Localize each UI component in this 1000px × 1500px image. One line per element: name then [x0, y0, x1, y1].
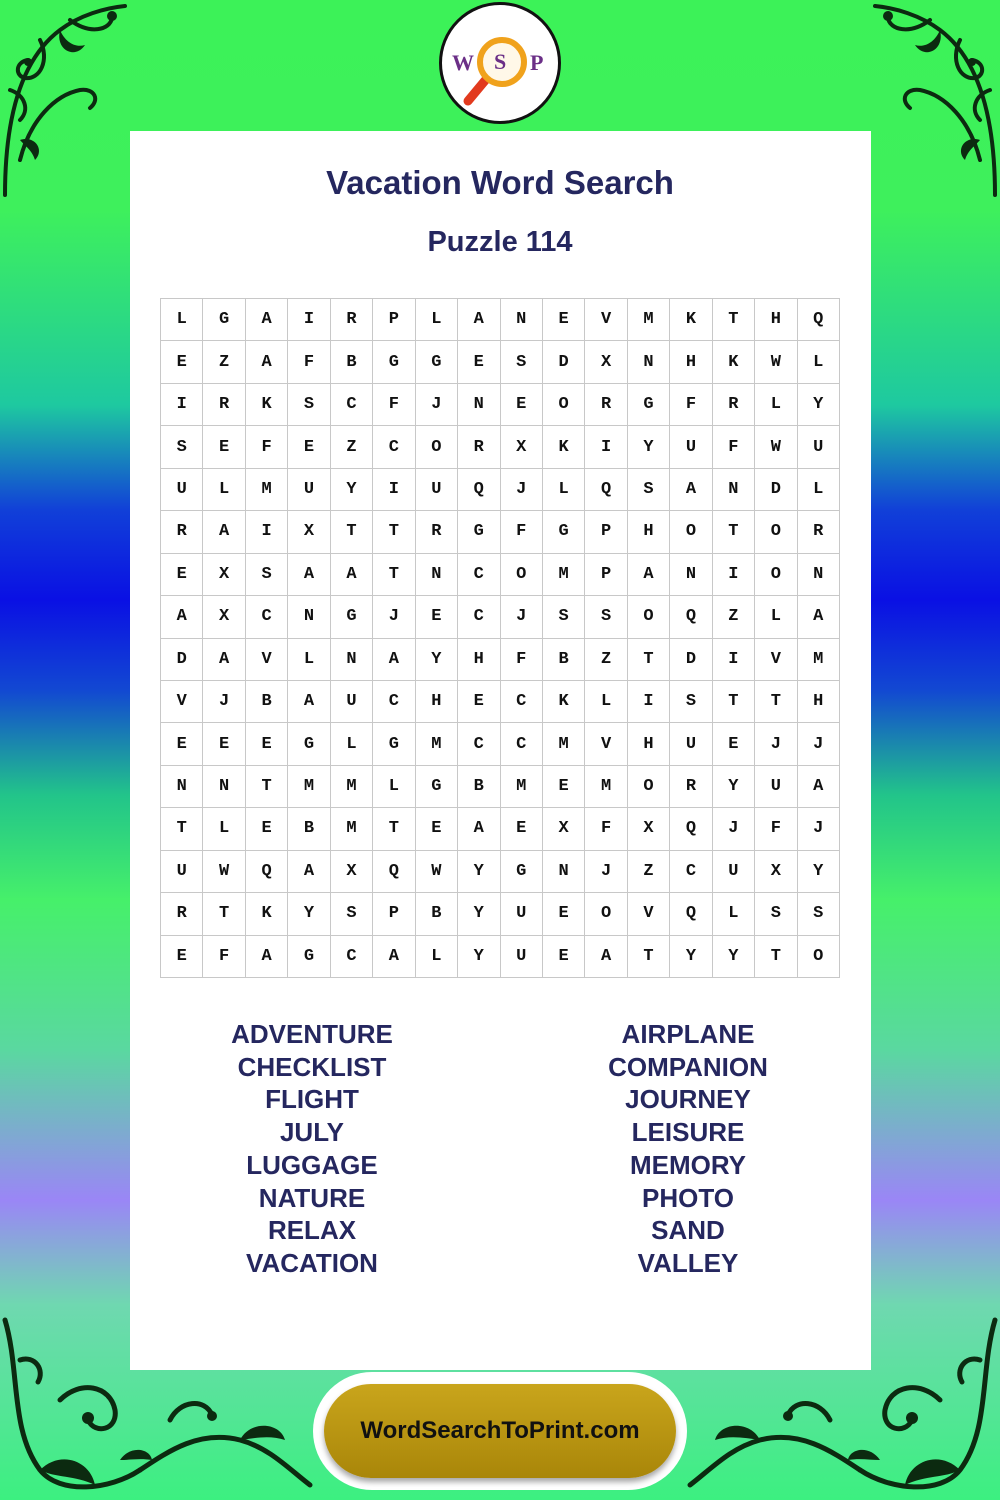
grid-cell[interactable]: P — [585, 511, 627, 553]
grid-cell[interactable]: P — [373, 299, 415, 341]
grid-cell[interactable]: M — [288, 766, 330, 808]
grid-cell[interactable]: E — [203, 723, 245, 765]
grid-cell[interactable]: J — [501, 469, 543, 511]
word-list-item: LUGGAGE — [246, 1149, 378, 1180]
grid-cell[interactable]: M — [543, 723, 585, 765]
grid-cell[interactable]: O — [628, 596, 670, 638]
grid-cell[interactable]: G — [203, 299, 245, 341]
grid-cell[interactable]: J — [501, 596, 543, 638]
grid-cell[interactable]: C — [246, 596, 288, 638]
grid-cell[interactable]: G — [501, 851, 543, 893]
grid-cell[interactable]: N — [331, 639, 373, 681]
grid-cell[interactable]: D — [543, 341, 585, 383]
grid-cell[interactable]: I — [628, 681, 670, 723]
grid-cell[interactable]: M — [331, 766, 373, 808]
grid-cell[interactable]: I — [713, 554, 755, 596]
grid-cell[interactable]: T — [755, 681, 797, 723]
grid-cell[interactable]: X — [755, 851, 797, 893]
grid-cell[interactable]: T — [628, 639, 670, 681]
grid-cell[interactable]: X — [501, 426, 543, 468]
word-list-item: MEMORY — [629, 1149, 747, 1180]
grid-cell[interactable]: S — [161, 426, 203, 468]
grid-cell[interactable]: O — [755, 554, 797, 596]
grid-cell[interactable]: Y — [798, 384, 840, 426]
grid-cell[interactable]: D — [755, 469, 797, 511]
grid-cell[interactable]: O — [585, 893, 627, 935]
logo — [439, 2, 561, 124]
grid-cell[interactable]: V — [161, 681, 203, 723]
word-list-item: JULY — [279, 1117, 345, 1148]
grid-cell[interactable]: L — [755, 384, 797, 426]
grid-cell[interactable]: X — [203, 596, 245, 638]
grid-cell[interactable]: E — [203, 426, 245, 468]
grid-cell[interactable]: S — [798, 893, 840, 935]
grid-cell[interactable]: C — [331, 384, 373, 426]
grid-cell[interactable]: Q — [670, 596, 712, 638]
grid-cell[interactable]: P — [373, 893, 415, 935]
grid-cell[interactable]: M — [331, 808, 373, 850]
grid-cell[interactable]: Z — [628, 851, 670, 893]
grid-cell[interactable]: A — [798, 766, 840, 808]
grid-cell[interactable]: S — [501, 341, 543, 383]
grid-cell[interactable]: Y — [288, 893, 330, 935]
grid-cell[interactable]: R — [713, 384, 755, 426]
grid-cell[interactable]: N — [203, 766, 245, 808]
grid-cell[interactable]: O — [501, 554, 543, 596]
grid-cell[interactable]: N — [713, 469, 755, 511]
grid-cell[interactable]: E — [288, 426, 330, 468]
grid-cell[interactable]: N — [543, 851, 585, 893]
grid-cell[interactable]: I — [161, 384, 203, 426]
grid-cell[interactable]: U — [670, 426, 712, 468]
grid-cell[interactable]: G — [416, 766, 458, 808]
grid-cell[interactable]: L — [288, 639, 330, 681]
grid-cell[interactable]: M — [246, 469, 288, 511]
grid-cell[interactable]: T — [755, 936, 797, 978]
grid-cell[interactable]: A — [288, 851, 330, 893]
grid-cell[interactable]: L — [543, 469, 585, 511]
grid-cell[interactable]: Z — [331, 426, 373, 468]
grid-cell[interactable]: A — [458, 299, 500, 341]
grid-cell[interactable]: T — [713, 681, 755, 723]
grid-cell[interactable]: L — [755, 596, 797, 638]
grid-cell[interactable]: K — [670, 299, 712, 341]
word-list-item: LEISURE — [631, 1117, 745, 1148]
grid-cell[interactable]: F — [585, 808, 627, 850]
grid-cell[interactable]: F — [501, 511, 543, 553]
grid-cell[interactable]: S — [755, 893, 797, 935]
grid-cell[interactable]: C — [501, 723, 543, 765]
grid-cell[interactable]: J — [373, 596, 415, 638]
grid-cell[interactable]: A — [288, 681, 330, 723]
grid-cell[interactable]: R — [331, 299, 373, 341]
grid-cell[interactable]: L — [798, 341, 840, 383]
grid-cell[interactable]: Y — [416, 639, 458, 681]
word-list-item: AIRPLANE — [621, 1019, 755, 1049]
grid-cell[interactable]: E — [458, 681, 500, 723]
grid-cell[interactable]: M — [416, 723, 458, 765]
grid-cell[interactable]: A — [628, 554, 670, 596]
grid-cell[interactable]: P — [585, 554, 627, 596]
grid-cell[interactable]: S — [246, 554, 288, 596]
grid-cell[interactable]: K — [246, 893, 288, 935]
grid-cell[interactable]: N — [628, 341, 670, 383]
grid-cell[interactable]: G — [416, 341, 458, 383]
grid-cell[interactable]: H — [798, 681, 840, 723]
grid-cell[interactable]: Y — [331, 469, 373, 511]
grid-cell[interactable]: E — [416, 808, 458, 850]
grid-cell[interactable]: T — [373, 808, 415, 850]
grid-cell[interactable]: L — [798, 469, 840, 511]
grid-cell[interactable]: Y — [458, 893, 500, 935]
grid-cell[interactable]: S — [670, 681, 712, 723]
grid-cell[interactable]: L — [203, 808, 245, 850]
grid-cell[interactable]: I — [713, 639, 755, 681]
grid-cell[interactable]: O — [798, 936, 840, 978]
grid-cell[interactable]: L — [331, 723, 373, 765]
grid-cell[interactable]: A — [798, 596, 840, 638]
grid-cell[interactable]: G — [458, 511, 500, 553]
grid-cell[interactable]: X — [628, 808, 670, 850]
grid-cell[interactable]: E — [501, 808, 543, 850]
grid-cell[interactable]: L — [416, 936, 458, 978]
grid-cell[interactable]: A — [373, 639, 415, 681]
grid-cell[interactable]: U — [331, 681, 373, 723]
grid-cell[interactable]: G — [373, 341, 415, 383]
grid-cell[interactable]: I — [585, 426, 627, 468]
grid-cell[interactable]: U — [161, 851, 203, 893]
grid-cell[interactable]: J — [203, 681, 245, 723]
grid-cell[interactable]: J — [798, 808, 840, 850]
grid-cell[interactable]: E — [458, 341, 500, 383]
grid-cell[interactable]: J — [713, 808, 755, 850]
grid-cell[interactable]: R — [416, 511, 458, 553]
grid-cell[interactable]: Q — [798, 299, 840, 341]
grid-cell[interactable]: J — [798, 723, 840, 765]
grid-cell[interactable]: D — [161, 639, 203, 681]
grid-cell[interactable]: C — [501, 681, 543, 723]
grid-cell[interactable]: K — [713, 341, 755, 383]
grid-cell[interactable]: N — [288, 596, 330, 638]
grid-cell[interactable]: Q — [458, 469, 500, 511]
grid-cell[interactable]: B — [416, 893, 458, 935]
grid-cell[interactable]: M — [798, 639, 840, 681]
grid-cell[interactable]: C — [458, 554, 500, 596]
grid-cell[interactable]: Y — [713, 936, 755, 978]
grid-cell[interactable]: V — [585, 723, 627, 765]
grid-cell[interactable]: K — [543, 426, 585, 468]
grid-cell[interactable]: E — [161, 341, 203, 383]
grid-cell[interactable]: U — [670, 723, 712, 765]
grid-cell[interactable]: E — [161, 554, 203, 596]
grid-cell[interactable]: R — [203, 384, 245, 426]
grid-cell[interactable]: U — [713, 851, 755, 893]
word-list-item: CHECKLIST — [237, 1051, 387, 1082]
grid-cell[interactable]: O — [416, 426, 458, 468]
grid-cell[interactable]: A — [246, 299, 288, 341]
grid-cell[interactable]: L — [203, 469, 245, 511]
grid-cell[interactable]: L — [161, 299, 203, 341]
logo-letter-w: W — [452, 50, 474, 75]
grid-cell[interactable]: A — [331, 554, 373, 596]
grid-cell[interactable]: E — [246, 808, 288, 850]
grid-cell[interactable]: B — [246, 681, 288, 723]
grid-cell[interactable]: O — [628, 766, 670, 808]
grid-cell[interactable]: G — [628, 384, 670, 426]
grid-cell[interactable]: E — [543, 936, 585, 978]
page-title: Vacation Word Search — [326, 164, 674, 201]
logo-letter-p: P — [530, 50, 544, 75]
grid-cell[interactable]: B — [458, 766, 500, 808]
grid-cell[interactable]: W — [755, 341, 797, 383]
grid-cell[interactable]: L — [713, 893, 755, 935]
word-list-left — [152, 1018, 472, 1280]
website-link[interactable]: WordSearchToPrint.com — [360, 1417, 640, 1444]
grid-cell[interactable]: C — [373, 681, 415, 723]
grid-cell[interactable]: F — [203, 936, 245, 978]
grid-cell[interactable]: K — [246, 384, 288, 426]
grid-cell[interactable]: F — [670, 384, 712, 426]
grid-cell[interactable]: D — [670, 639, 712, 681]
grid-cell[interactable]: I — [288, 299, 330, 341]
grid-cell[interactable]: R — [585, 384, 627, 426]
grid-cell[interactable]: C — [458, 723, 500, 765]
grid-cell[interactable]: U — [755, 766, 797, 808]
grid-cell[interactable]: I — [246, 511, 288, 553]
word-list-item: NATURE — [258, 1182, 366, 1213]
grid-cell[interactable]: H — [755, 299, 797, 341]
grid-cell[interactable]: A — [458, 808, 500, 850]
grid-cell[interactable]: S — [331, 893, 373, 935]
grid-cell[interactable]: X — [288, 511, 330, 553]
grid-cell[interactable]: R — [161, 893, 203, 935]
grid-cell[interactable]: S — [288, 384, 330, 426]
grid-cell[interactable]: H — [458, 639, 500, 681]
grid-cell[interactable]: T — [713, 299, 755, 341]
grid-cell[interactable]: Y — [670, 936, 712, 978]
grid-cell[interactable]: M — [585, 766, 627, 808]
grid-cell[interactable]: A — [246, 936, 288, 978]
grid-cell[interactable]: H — [628, 511, 670, 553]
grid-cell[interactable]: U — [501, 936, 543, 978]
grid-cell[interactable]: S — [628, 469, 670, 511]
grid-cell[interactable]: H — [670, 341, 712, 383]
grid-cell[interactable]: O — [670, 511, 712, 553]
letter-grid — [160, 298, 840, 978]
grid-cell[interactable]: L — [585, 681, 627, 723]
grid-cell[interactable]: E — [713, 723, 755, 765]
grid-cell[interactable]: G — [373, 723, 415, 765]
grid-cell[interactable]: B — [288, 808, 330, 850]
grid-cell[interactable]: T — [628, 936, 670, 978]
grid-cell[interactable]: R — [161, 511, 203, 553]
grid-cell[interactable]: V — [628, 893, 670, 935]
grid-cell[interactable]: T — [373, 511, 415, 553]
grid-cell[interactable]: I — [373, 469, 415, 511]
grid-cell[interactable]: B — [331, 341, 373, 383]
grid-cell[interactable]: N — [670, 554, 712, 596]
grid-cell[interactable]: T — [203, 893, 245, 935]
grid-cell[interactable]: A — [161, 596, 203, 638]
grid-cell[interactable]: F — [755, 808, 797, 850]
grid-cell[interactable]: C — [670, 851, 712, 893]
grid-cell[interactable]: Y — [628, 426, 670, 468]
grid-cell[interactable]: C — [373, 426, 415, 468]
grid-cell[interactable]: S — [585, 596, 627, 638]
grid-cell[interactable]: F — [373, 384, 415, 426]
grid-cell[interactable]: U — [416, 469, 458, 511]
grid-cell[interactable]: W — [755, 426, 797, 468]
grid-cell[interactable]: Y — [713, 766, 755, 808]
grid-cell[interactable]: E — [501, 384, 543, 426]
grid-cell[interactable]: U — [798, 426, 840, 468]
grid-cell[interactable]: N — [798, 554, 840, 596]
grid-cell[interactable]: E — [246, 723, 288, 765]
grid-cell[interactable]: Z — [203, 341, 245, 383]
grid-cell[interactable]: N — [416, 554, 458, 596]
grid-cell[interactable]: L — [373, 766, 415, 808]
grid-cell[interactable]: H — [416, 681, 458, 723]
grid-cell[interactable]: C — [331, 936, 373, 978]
word-list-item: COMPANION — [608, 1051, 768, 1082]
grid-cell[interactable]: A — [246, 341, 288, 383]
grid-cell[interactable]: E — [161, 936, 203, 978]
grid-cell[interactable]: A — [373, 936, 415, 978]
grid-cell[interactable]: G — [331, 596, 373, 638]
grid-cell[interactable]: U — [288, 469, 330, 511]
word-list-item: PHOTO — [642, 1182, 734, 1213]
grid-cell[interactable]: X — [203, 554, 245, 596]
grid-cell[interactable]: M — [501, 766, 543, 808]
grid-cell[interactable]: H — [628, 723, 670, 765]
grid-cell[interactable]: N — [501, 299, 543, 341]
grid-cell[interactable]: O — [543, 384, 585, 426]
word-list-item: JOURNEY — [625, 1084, 751, 1115]
grid-cell[interactable]: Q — [670, 893, 712, 935]
grid-cell[interactable]: G — [543, 511, 585, 553]
grid-cell[interactable]: V — [246, 639, 288, 681]
grid-cell[interactable]: Y — [798, 851, 840, 893]
grid-cell[interactable]: R — [798, 511, 840, 553]
grid-cell[interactable]: L — [416, 299, 458, 341]
grid-cell[interactable]: X — [585, 341, 627, 383]
grid-cell[interactable]: F — [246, 426, 288, 468]
grid-cell[interactable]: T — [161, 808, 203, 850]
grid-cell[interactable]: T — [713, 511, 755, 553]
grid-cell[interactable]: B — [543, 639, 585, 681]
grid-cell[interactable]: E — [543, 299, 585, 341]
grid-cell[interactable]: C — [458, 596, 500, 638]
word-list-item: FLIGHT — [265, 1084, 359, 1115]
grid-cell[interactable]: E — [543, 766, 585, 808]
word-list-item: VALLEY — [637, 1247, 739, 1278]
grid-cell[interactable]: Y — [458, 851, 500, 893]
grid-cell[interactable]: Z — [713, 596, 755, 638]
grid-cell[interactable]: J — [755, 723, 797, 765]
grid-cell[interactable]: G — [288, 723, 330, 765]
grid-cell[interactable]: U — [501, 893, 543, 935]
grid-cell[interactable]: F — [501, 639, 543, 681]
grid-cell[interactable]: S — [543, 596, 585, 638]
grid-cell[interactable]: F — [288, 341, 330, 383]
grid-cell[interactable]: Q — [373, 851, 415, 893]
word-list-right — [528, 1018, 848, 1280]
grid-cell[interactable]: T — [246, 766, 288, 808]
grid-cell[interactable]: A — [203, 639, 245, 681]
word-list-item: ADVENTURE — [231, 1019, 393, 1049]
grid-cell[interactable]: W — [203, 851, 245, 893]
puzzle-number: Puzzle 114 — [427, 226, 573, 258]
grid-cell[interactable]: Z — [585, 639, 627, 681]
grid-cell[interactable]: M — [543, 554, 585, 596]
grid-cell[interactable]: A — [670, 469, 712, 511]
word-list-item: VACATION — [246, 1247, 378, 1278]
grid-cell[interactable]: J — [416, 384, 458, 426]
grid-cell[interactable]: V — [585, 299, 627, 341]
grid-cell[interactable]: N — [161, 766, 203, 808]
grid-cell[interactable]: M — [628, 299, 670, 341]
grid-cell[interactable]: W — [416, 851, 458, 893]
grid-cell[interactable]: A — [585, 936, 627, 978]
footer-banner[interactable] — [324, 1384, 676, 1478]
grid-cell[interactable]: T — [373, 554, 415, 596]
grid-cell[interactable]: Q — [670, 808, 712, 850]
grid-cell[interactable]: E — [543, 893, 585, 935]
grid-cell[interactable]: O — [755, 511, 797, 553]
grid-cell[interactable]: X — [543, 808, 585, 850]
grid-cell[interactable]: X — [331, 851, 373, 893]
grid-cell[interactable]: K — [543, 681, 585, 723]
grid-cell[interactable]: A — [288, 554, 330, 596]
word-list-item: SAND — [651, 1215, 725, 1246]
grid-cell[interactable]: T — [331, 511, 373, 553]
grid-cell[interactable]: A — [203, 511, 245, 553]
word-list-item: RELAX — [267, 1215, 357, 1246]
grid-cell[interactable]: V — [755, 639, 797, 681]
logo-letter-s: S — [494, 49, 507, 74]
grid-cell[interactable]: R — [670, 766, 712, 808]
grid-cell[interactable]: R — [458, 426, 500, 468]
grid-cell[interactable]: N — [458, 384, 500, 426]
grid-cell[interactable]: J — [585, 851, 627, 893]
grid-cell[interactable]: G — [288, 936, 330, 978]
grid-cell[interactable]: F — [713, 426, 755, 468]
grid-cell[interactable]: U — [161, 469, 203, 511]
grid-cell[interactable]: Q — [585, 469, 627, 511]
grid-cell[interactable]: E — [161, 723, 203, 765]
grid-cell[interactable]: Y — [458, 936, 500, 978]
grid-cell[interactable]: Q — [246, 851, 288, 893]
grid-cell[interactable]: E — [416, 596, 458, 638]
